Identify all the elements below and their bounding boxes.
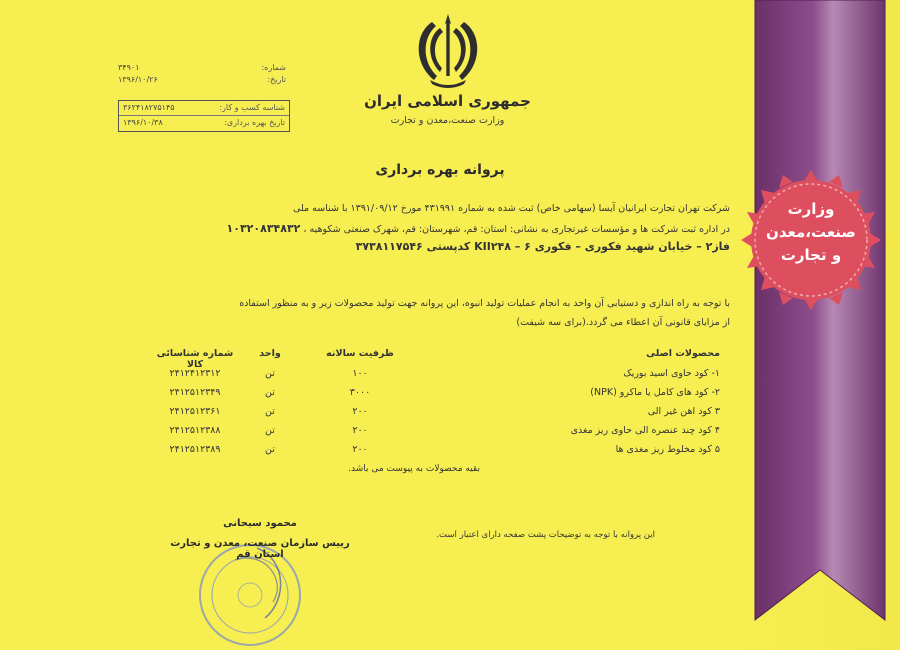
table-row — [150, 387, 720, 406]
product-code: ۲۴۱۲۵۱۲۳۸۸ — [169, 425, 221, 436]
product-unit: تن — [265, 406, 275, 417]
product-capacity: ۳۰۰۰ — [349, 387, 371, 398]
product-capacity: ۲۰۰ — [352, 406, 368, 417]
country-name: جمهوری اسلامی ایران — [364, 92, 531, 110]
body-line-2 — [140, 222, 730, 235]
header-code: شماره شناسائی کالا — [156, 348, 234, 370]
products-header-row — [150, 348, 720, 368]
header-capacity: ظرفیت سالانه — [326, 348, 394, 359]
product-name: ۵ کود مخلوط ریز مغذی ها — [615, 444, 720, 455]
seal-line-3: و تجارت — [780, 246, 842, 264]
product-capacity: ۲۰۰ — [352, 444, 368, 455]
seal-text — [735, 198, 887, 267]
document-title: پروانه بهره برداری — [375, 162, 505, 178]
header-unit: واحد — [259, 348, 281, 359]
product-name: ۱- کود حاوی اسید بوریک — [623, 368, 720, 379]
business-id-value: ۳۶۲۴۱۸۲۷۵۱۴۵ — [123, 103, 175, 112]
national-id: ۱۰۳۲۰۸۳۴۸۳۲ — [226, 222, 301, 235]
header-products: محصولات اصلی — [646, 348, 720, 359]
table-row — [150, 444, 720, 463]
table-row — [150, 406, 720, 425]
document-meta — [118, 62, 286, 86]
body-line-3: فاز۲ – خیابان شهید فکوری – فکوری ۶ – KII۲۴۸ کدپستی ۳۷۳۸۱۱۷۵۴۶ — [355, 240, 730, 253]
operation-date-value: ۱۳۹۶/۱۰/۳۸ — [123, 118, 163, 127]
product-unit: تن — [265, 387, 275, 398]
signatory-name: محمود سبحانی — [223, 518, 297, 529]
product-name: ۳ کود اهن غیر الی — [647, 406, 720, 417]
product-code: ۲۴۱۲۵۱۲۳۴۹ — [169, 387, 221, 398]
product-code: ۲۴۱۲۴۱۲۳۱۲ — [169, 368, 221, 379]
business-id-row — [119, 101, 289, 115]
business-id-label: شناسه کسب و کار: — [219, 103, 285, 112]
date-row — [118, 74, 286, 86]
product-code: ۲۴۱۲۵۱۲۳۸۹ — [169, 444, 221, 455]
number-row — [118, 62, 286, 74]
ribbon-seal — [735, 0, 895, 650]
product-unit: تن — [265, 368, 275, 379]
date-value: ۱۳۹۶/۱۰/۲۶ — [118, 75, 158, 84]
operation-date-row — [119, 115, 289, 130]
products-table — [150, 348, 720, 463]
signatory-title: رییس سازمان صنعت، معدن و تجارت استان قم — [170, 538, 350, 560]
product-capacity: ۱۰۰ — [352, 368, 368, 379]
product-name: ۴ کود چند عنصره الی حاوی ریز مغذی — [570, 425, 720, 436]
business-id-box — [118, 100, 290, 132]
validity-note: این پروانه با توجه به توضیحات پشت صفحه دارای اعتبار است. — [436, 530, 655, 540]
product-unit: تن — [265, 444, 275, 455]
remaining-products-note: بقیه محصولات به پیوست می باشد. — [348, 464, 480, 474]
product-code: ۲۴۱۲۵۱۲۳۶۱ — [169, 406, 221, 417]
body-line-5: از مزایای قانونی آن اعطاء می گردد.(برای سه شیفت) — [516, 317, 730, 328]
date-label: تاریخ: — [267, 75, 286, 84]
body-line-2-text: در اداره ثبت شرکت ها و مؤسسات غیرتجاری به نشانی: استان: قم، شهرستان: قم، شهرک صنعتی شکوهیه ، — [303, 224, 730, 235]
product-capacity: ۲۰۰ — [352, 425, 368, 436]
ministry-name: وزارت صنعت،معدن و تجارت — [390, 115, 505, 126]
product-name: ۲- کود های کامل یا ماکرو (NPK) — [590, 387, 720, 398]
table-row — [150, 368, 720, 387]
body-line-1: شرکت تهران تجارت ایرانیان آیسا (سهامی خاص) ثبت شده به شماره ۴۳۱۹۹۱ مورخ ۱۳۹۱/۰۹/۱۲ با شناسه ملی — [292, 203, 730, 214]
product-unit: تن — [265, 425, 275, 436]
seal-line-1: وزارت — [787, 200, 835, 218]
body-line-4: با توجه به راه اندازی و دستیابی آن واحد به انجام عملیات تولید انبوه، این پروانه جهت تولید محصولات زیر و به منظور استفاده — [239, 298, 730, 309]
table-row — [150, 425, 720, 444]
iran-emblem-icon — [410, 10, 486, 92]
number-value: ۳۴۹۰۱ — [118, 63, 140, 72]
seal-line-2: صنعت،معدن — [766, 223, 856, 241]
operation-date-label: تاریخ بهره برداری: — [224, 118, 285, 127]
number-label: شماره: — [261, 63, 286, 72]
